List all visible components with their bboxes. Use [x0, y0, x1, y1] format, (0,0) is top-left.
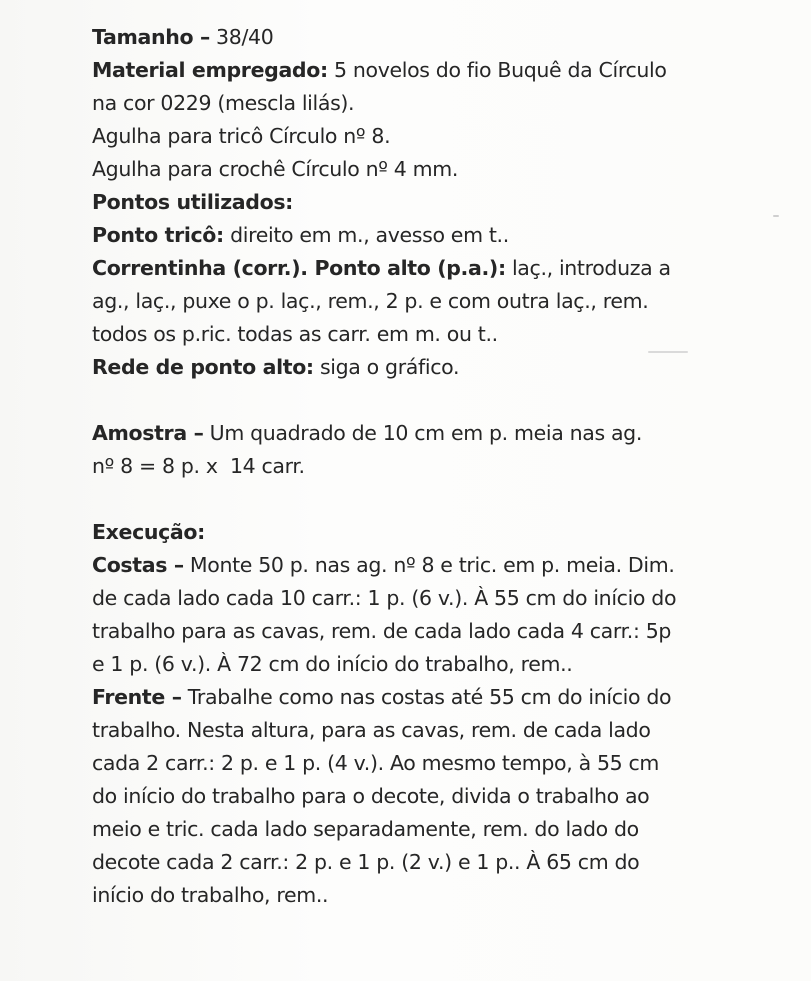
body-text: Monte 50 p. nas ag. nº 8 e tric. em p. meia. Dim. — [183, 553, 675, 577]
blank-line — [92, 384, 792, 417]
text-line — [92, 450, 792, 483]
body-text: laç., introduza a — [505, 256, 671, 280]
bold-heading: Pontos utilizados: — [92, 190, 294, 214]
body-text: 5 novelos do fio Buquê da Círculo — [327, 58, 667, 82]
body-text: todos os p.ric. todas as carr. em m. ou t.. — [92, 322, 498, 346]
bold-heading: Correntinha (corr.). Ponto alto (p.a.): — [92, 256, 506, 280]
body-text: na cor 0229 (mescla lilás). — [92, 91, 355, 115]
text-line — [92, 153, 792, 186]
bold-heading: Costas – — [92, 553, 184, 577]
text-line — [92, 120, 792, 153]
body-text: Um quadrado de 10 cm em p. meia nas ag. — [203, 421, 642, 445]
body-text: 38/40 — [209, 25, 274, 49]
bold-heading: Frente – — [92, 685, 182, 709]
body-text: Trabalhe como nas costas até 55 cm do início do — [181, 685, 672, 709]
body-text: cada 2 carr.: 2 p. e 1 p. (4 v.). Ao mesmo tempo, à 55 cm — [92, 751, 660, 775]
text-line — [92, 186, 792, 219]
text-line — [92, 351, 792, 384]
body-text: Agulha para crochê Círculo nº 4 mm. — [92, 157, 458, 181]
text-line — [92, 417, 792, 450]
text-line — [92, 846, 792, 879]
text-line — [92, 549, 792, 582]
text-line — [92, 252, 792, 285]
text-line — [92, 54, 792, 87]
text-line — [92, 516, 792, 549]
pattern-instructions — [92, 21, 792, 912]
text-line — [92, 681, 792, 714]
text-line — [92, 879, 792, 912]
bold-heading: Execução: — [92, 520, 205, 544]
text-line — [92, 615, 792, 648]
text-line — [92, 747, 792, 780]
body-text: direito em m., avesso em t.. — [223, 223, 509, 247]
text-line — [92, 582, 792, 615]
bold-heading: Amostra – — [92, 421, 204, 445]
blank-line — [92, 483, 792, 516]
bold-heading: Material empregado: — [92, 58, 328, 82]
body-text: início do trabalho, rem.. — [92, 883, 329, 907]
body-text: decote cada 2 carr.: 2 p. e 1 p. (2 v.) e 1 p.. À 65 cm do — [92, 850, 640, 874]
body-text: meio e tric. cada lado separadamente, rem. do lado do — [92, 817, 639, 841]
body-text: de cada lado cada 10 carr.: 1 p. (6 v.). À 55 cm do início do — [92, 586, 677, 610]
text-line — [92, 714, 792, 747]
body-text: trabalho. Nesta altura, para as cavas, rem. de cada lado — [92, 718, 651, 742]
bold-heading: Rede de ponto alto: — [92, 355, 314, 379]
body-text: trabalho para as cavas, rem. de cada lado cada 4 carr.: 5p — [92, 619, 672, 643]
body-text: e 1 p. (6 v.). À 72 cm do início do trabalho, rem.. — [92, 652, 573, 676]
bold-heading: Ponto tricô: — [92, 223, 224, 247]
bold-heading: Tamanho – — [92, 25, 210, 49]
body-text: siga o gráfico. — [313, 355, 460, 379]
body-text: do início do trabalho para o decote, divida o trabalho ao — [92, 784, 650, 808]
text-line — [92, 780, 792, 813]
text-line — [92, 219, 792, 252]
text-line — [92, 648, 792, 681]
body-text: nº 8 = 8 p. x 14 carr. — [92, 454, 305, 478]
text-line — [92, 813, 792, 846]
body-text: Agulha para tricô Círculo nº 8. — [92, 124, 391, 148]
body-text: ag., laç., puxe o p. laç., rem., 2 p. e com outra laç., rem. — [92, 289, 649, 313]
text-line — [92, 21, 792, 54]
text-line — [92, 87, 792, 120]
text-line — [92, 318, 792, 351]
text-line — [92, 285, 792, 318]
